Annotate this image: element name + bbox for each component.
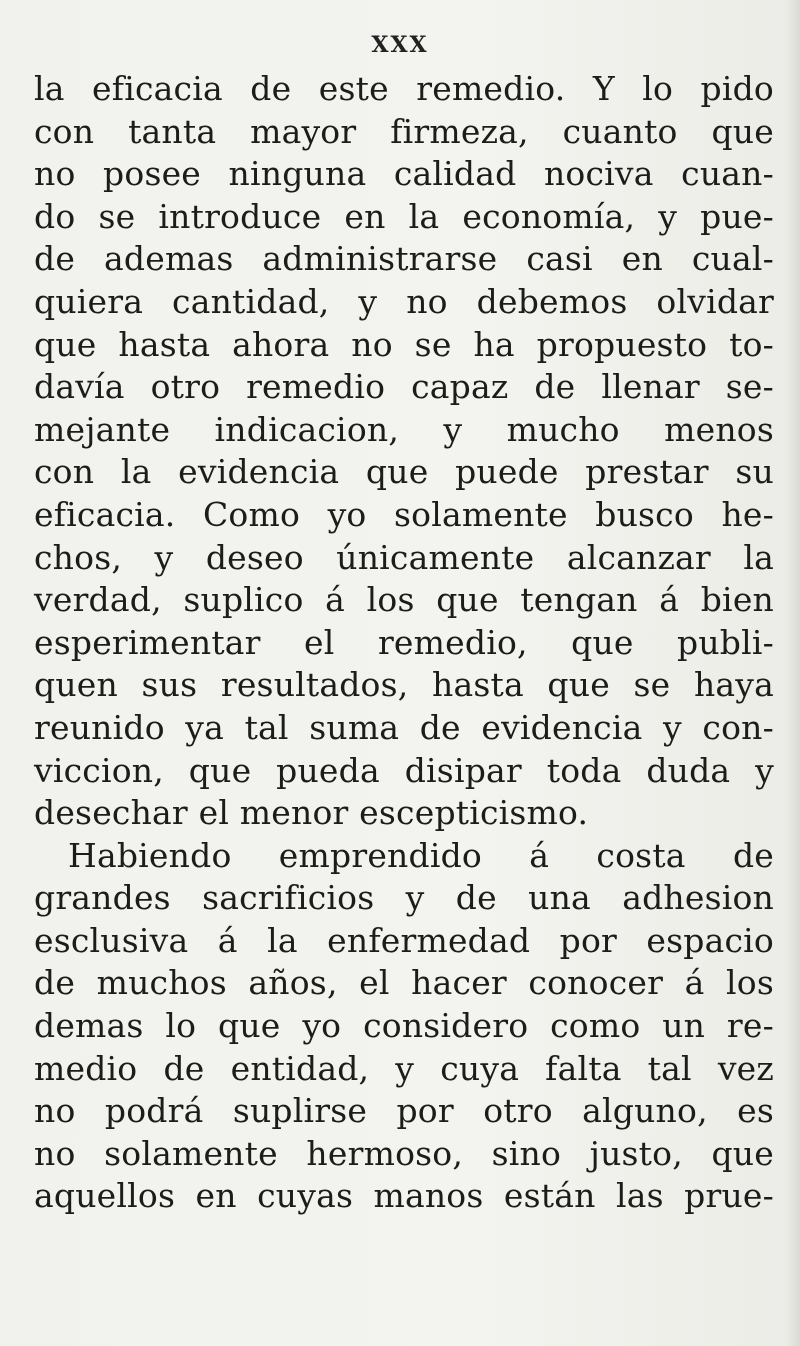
text-line: con la evidencia que puede prestar su xyxy=(34,452,774,492)
text-line: que hasta ahora no se ha propuesto to- xyxy=(34,324,774,364)
text-line: demas lo que yo considero como un re- xyxy=(34,1006,774,1046)
text-line: la eficacia de este remedio. Y lo pido xyxy=(34,69,774,108)
page-edge-shadow xyxy=(786,0,800,1346)
text-line: esclusiva á la enfermedad por espacio xyxy=(34,920,774,960)
text-line: de muchos años, el hacer conocer á los xyxy=(34,963,774,1003)
text-line: grandes sacrificios y de una adhesion xyxy=(34,878,774,918)
text-line: no podrá suplirse por otro alguno, es xyxy=(34,1091,774,1131)
text-line: quen sus resultados, hasta que se haya xyxy=(34,665,774,705)
page-number: XXX xyxy=(371,32,429,58)
text-line: desechar el menor escepticismo. xyxy=(34,793,589,833)
text-line: medio de entidad, y cuya falta tal vez xyxy=(34,1048,774,1088)
text-line: davía otro remedio capaz de llenar se- xyxy=(34,367,774,407)
text-line: aquellos en cuyas manos están las prue- xyxy=(34,1176,774,1216)
text-line: de ademas administrarse casi en cual- xyxy=(34,239,774,279)
text-line-paragraph-start: Habiendo emprendido á costa de xyxy=(68,835,774,875)
text-line: verdad, suplico á los que tengan á bien xyxy=(34,580,774,620)
text-line: do se introduce en la economía, y pue- xyxy=(34,196,774,236)
text-line: quiera cantidad, y no debemos olvidar xyxy=(34,281,774,321)
text-line: mejante indicacion, y mucho menos xyxy=(34,409,774,449)
text-line: no posee ninguna calidad nociva cuan- xyxy=(34,154,774,194)
text-line: chos, y deseo únicamente alcanzar la xyxy=(34,537,774,577)
text-line: no solamente hermoso, sino justo, que xyxy=(34,1133,774,1173)
text-line: reunido ya tal suma de evidencia y con- xyxy=(34,707,774,747)
body-text xyxy=(34,68,774,1218)
text-line: esperimentar el remedio, que publi- xyxy=(34,622,774,662)
text-line: eficacia. Como yo solamente busco he- xyxy=(34,494,774,534)
text-line: viccion, que pueda disipar toda duda y xyxy=(34,750,774,790)
text-line: con tanta mayor firmeza, cuanto que xyxy=(34,111,774,151)
